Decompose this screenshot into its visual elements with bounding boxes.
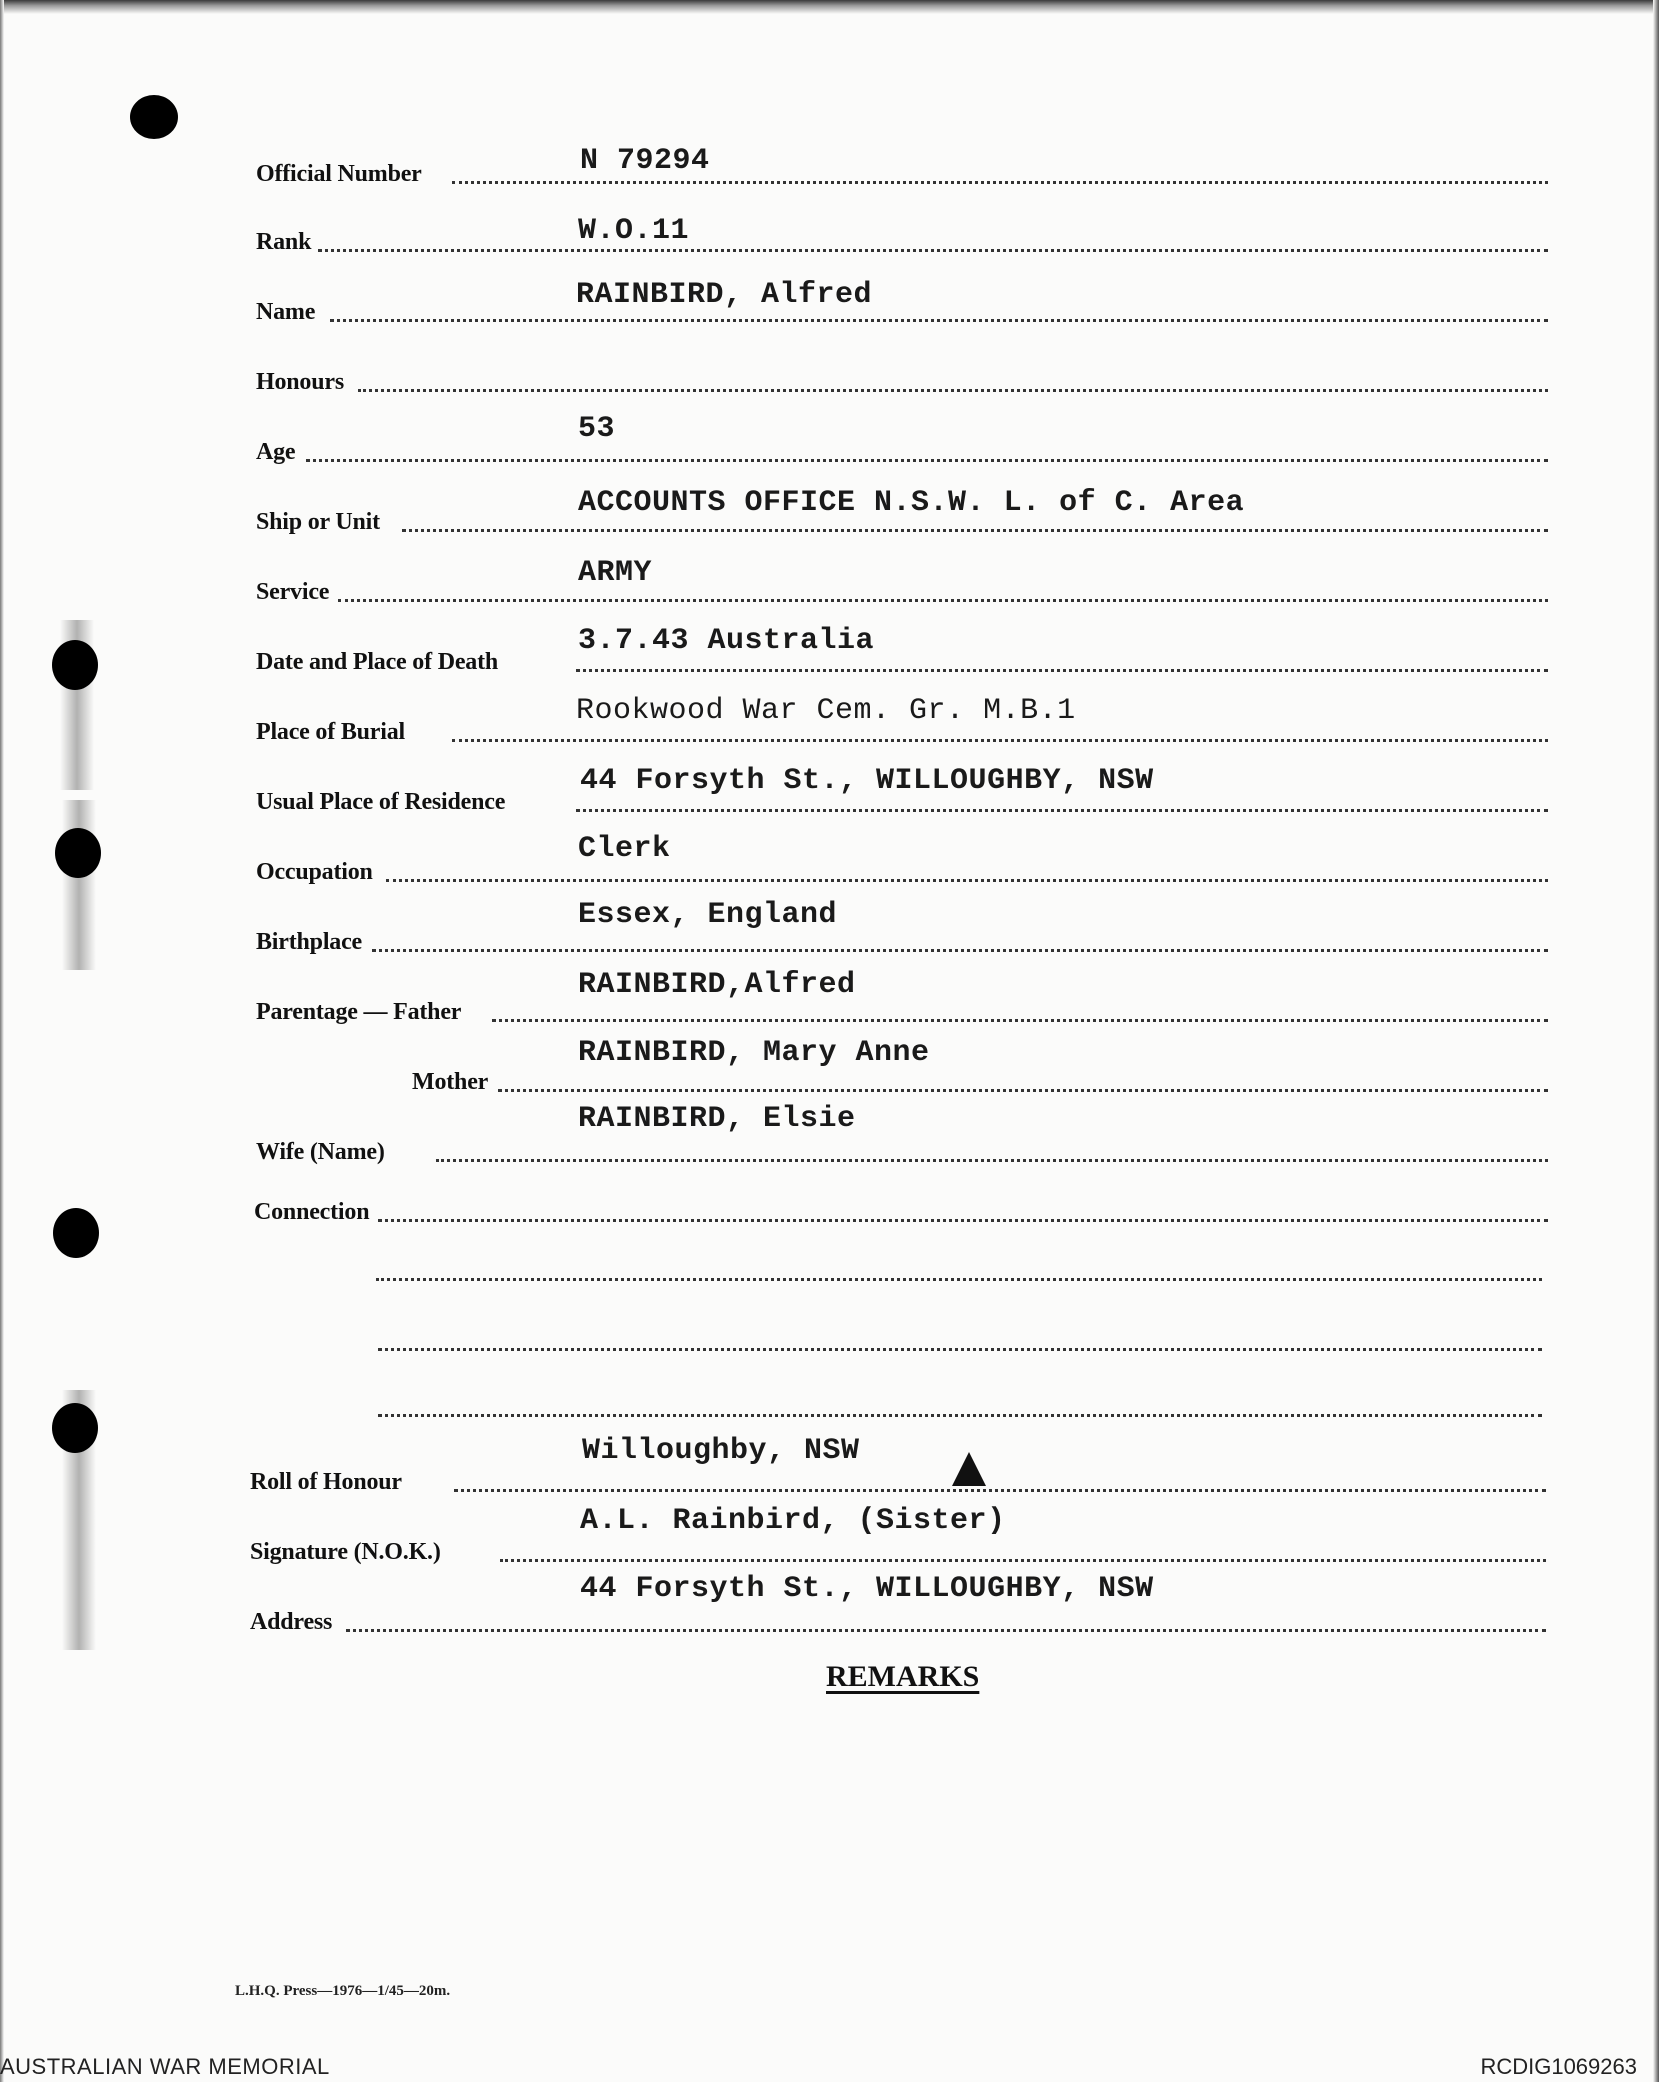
dotted-line (378, 1219, 1548, 1222)
field-label: Address (250, 1609, 333, 1635)
field-label: Date and Place of Death (256, 649, 499, 675)
field-value: RAINBIRD,Alfred (578, 968, 856, 1002)
field-value: Rookwood War Cem. Gr. M.B.1 (576, 694, 1076, 728)
dotted-line (498, 1089, 1548, 1092)
dotted-line (454, 1489, 1546, 1492)
dotted-line (576, 669, 1548, 672)
field-value: RAINBIRD, Elsie (578, 1102, 856, 1136)
field-label: Usual Place of Residence (256, 789, 506, 815)
field-label: Age (256, 439, 296, 465)
field-label: Service (256, 579, 330, 605)
connection-extra-line (378, 1348, 1542, 1351)
dotted-line (318, 249, 1548, 252)
dotted-line (330, 319, 1548, 322)
footer-institution: AUSTRALIAN WAR MEMORIAL (0, 2054, 330, 2079)
field-connection (0, 1166, 1659, 1226)
field-wife (0, 1102, 1659, 1166)
dotted-line (372, 949, 1548, 952)
field-label: Honours (256, 369, 344, 395)
field-value: W.O.11 (578, 214, 690, 248)
field-value: ACCOUNTS OFFICE N.S.W. L. of C. Area (578, 486, 1245, 520)
dotted-line (492, 1019, 1548, 1022)
remarks-heading: REMARKS (826, 1660, 980, 1693)
field-label: Place of Burial (256, 719, 405, 745)
dotted-line (402, 529, 1548, 532)
field-value: ARMY (578, 556, 653, 590)
field-label: Birthplace (256, 929, 362, 955)
dotted-line (386, 879, 1548, 882)
field-value: Willoughby, NSW (582, 1434, 860, 1468)
scan-top-edge (0, 0, 1659, 14)
footer-catalogue-id: RCDIG1069263 (1480, 2054, 1637, 2079)
field-ship-or-unit (0, 476, 1659, 536)
dotted-line (338, 599, 1548, 602)
field-place-of-burial (0, 686, 1659, 746)
field-label: Parentage — Father (256, 999, 462, 1025)
field-honours (0, 336, 1659, 396)
field-usual-residence (0, 756, 1659, 816)
field-father (0, 966, 1659, 1026)
field-value: Clerk (578, 832, 671, 866)
field-label: Rank (256, 229, 312, 255)
field-value: Essex, England (578, 898, 838, 932)
printer-imprint: L.H.Q. Press—1976—1/45—20m. (235, 1983, 451, 1999)
dotted-line (452, 181, 1548, 184)
dotted-line (576, 809, 1548, 812)
field-label: Name (256, 299, 316, 325)
field-label: Occupation (256, 859, 373, 885)
ink-blot (952, 1452, 986, 1486)
dotted-line (346, 1629, 1546, 1632)
field-signature (0, 1506, 1659, 1566)
field-occupation (0, 826, 1659, 886)
field-label: Signature (N.O.K.) (250, 1539, 441, 1565)
field-date-place-death (0, 616, 1659, 676)
dotted-line (436, 1159, 1548, 1162)
field-label: Roll of Honour (250, 1469, 402, 1495)
field-label: Official Number (256, 161, 422, 187)
field-value: 44 Forsyth St., WILLOUGHBY, NSW (580, 764, 1154, 798)
field-label: Ship or Unit (256, 509, 380, 535)
connection-extra-line (378, 1414, 1542, 1417)
field-official-number (0, 128, 1659, 188)
field-value: RAINBIRD, Mary Anne (578, 1036, 930, 1070)
field-rank (0, 196, 1659, 256)
field-value: 44 Forsyth St., WILLOUGHBY, NSW (580, 1572, 1154, 1606)
field-value: N 79294 (580, 144, 710, 178)
field-age (0, 406, 1659, 466)
field-label: Mother (412, 1069, 489, 1095)
field-label: Wife (Name) (256, 1139, 385, 1165)
field-label: Connection (254, 1199, 370, 1225)
dotted-line (306, 459, 1548, 462)
field-mother (0, 1036, 1659, 1096)
dotted-line (358, 389, 1548, 392)
field-value: RAINBIRD, Alfred (576, 278, 873, 312)
field-value: A.L. Rainbird, (Sister) (580, 1504, 1006, 1538)
field-birthplace (0, 896, 1659, 956)
connection-extra-line (376, 1278, 1542, 1281)
field-value: 3.7.43 Australia (578, 624, 875, 658)
field-name (0, 266, 1659, 326)
field-value: 53 (578, 412, 616, 446)
field-roll-of-honour (0, 1436, 1659, 1496)
dotted-line (452, 739, 1548, 742)
field-address (0, 1572, 1659, 1636)
field-service (0, 546, 1659, 606)
dotted-line (500, 1559, 1546, 1562)
